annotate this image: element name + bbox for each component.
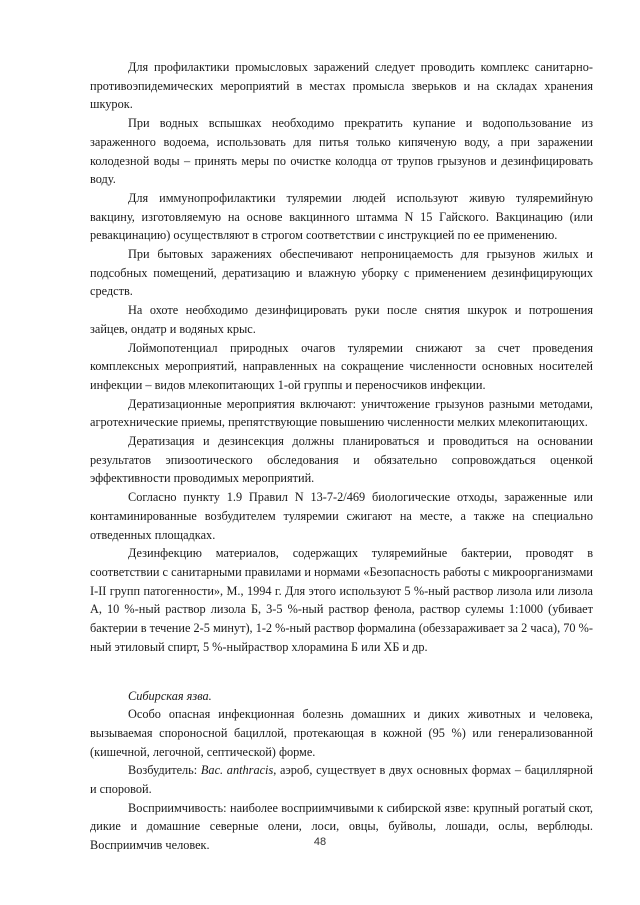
pathogen-description: , аэроб, существует в двух основных формах – бациллярной и споровой.	[90, 763, 593, 797]
pathogen-species: Bac. anthracis	[200, 763, 274, 778]
paragraph-hunting: На охоте необходимо дезинфицировать руки после снятия шкурок и потрошения зайцев, ондатр и водяных крыс.	[90, 303, 593, 336]
paragraph-biological-waste: Согласно пункту 1.9 Правил N 13-7-2/469 биологические отходы, зараженные или контаминированные возбудителем туляремии сжигают на месте, а также на специально отведенных площадках.	[90, 490, 593, 542]
section-gap	[90, 657, 593, 687]
paragraph-water-outbreaks: При водных вспышках необходимо прекратить купание и водопользование из зараженного водоема, использовать для питья только кипяченую воду, а при заражении колодезной воды – принять меры по очистке колодца от трупов грызунов и дезинфицировать воду.	[90, 116, 593, 187]
paragraph-epidemic-potential: Лоймопотенциал природных очагов туляремии снижают за счет проведения комплексных мероприятий, направленных на сокращение численности основных носителей инфекции – видов млекопитающих 1-ой группы и переносчиков инфекции.	[90, 340, 593, 392]
paragraph-immunoprophylaxis: Для иммунопрофилактики туляремии людей используют живую туляремийную вакцину, изготовляемую на основе вакцинного штамма N 15 Гайского. Вакцинацию (или ревакцинацию) осуществляют в строгом соответствии с инструкцией по ее применению.	[90, 190, 593, 243]
paragraph-anthrax-pathogen	[90, 761, 593, 798]
paragraph-anthrax-susceptibility: Восприимчивость: наиболее восприимчивыми к сибирской язве: крупный рогатый скот, дикие и домашние северные олени, лоси, овцы, буйволы, лошади, ослы, верблюды. Восприимчив человек.	[90, 800, 593, 853]
paragraph-planning: Дератизация и дезинсекция должны планироваться и проводиться на основании результатов эпизоотического обследования и обязательно сопровождаться оценкой эффективности проводимых мероприятий.	[90, 434, 593, 486]
pathogen-label: Возбудитель:	[128, 763, 201, 778]
section-heading: Сибирская язва.	[128, 688, 212, 703]
paragraph-prevention-commercial: Для профилактики промысловых заражений следует проводить комплекс санитарно-противоэпидемических мероприятий в местах промысла зверьков и на складах хранения шкурок.	[90, 60, 593, 112]
paragraph-deratization: Дератизационные мероприятия включают: уничтожение грызунов разными методами, агротехнические приемы, препятствующие повышению численности мелких млекопитающих.	[90, 396, 593, 430]
paragraph-disinfection: Дезинфекцию материалов, содержащих туляремийные бактерии, проводят в соответствии с санитарными правилами и нормами «Безопасность работы с микроорганизмами I-II групп патогенности», М., 1994 г. Для этого используют 5 %-ный раствор лизола или лизола А, 10 %-ный раствор лизола Б, 3-5 %-ный раствор фенола, раствор сулемы 1:1000 (убивает бактерии в течение 2-5 минут), 1-2 %-ный раствор формалина (обеззараживает за 2 часа), 70 %-ный этиловый спирт, 5 %-ныйраствор хлорамина Б или ХБ и др.	[90, 546, 593, 654]
paragraph-household-infections: При бытовых заражениях обеспечивают непроницаемость для грызунов жилых и подсобных помещений, дератизацию и влажную уборку с применением дезинфицирующих средств.	[90, 247, 593, 299]
paragraph-anthrax-definition: Особо опасная инфекционная болезнь домашних и диких животных и человека, вызываемая спороносной бациллой, протекающая в кожной (95 %) или генерализованной (кишечной, легочной, септической) форме.	[90, 707, 593, 759]
page-number: 48	[313, 836, 327, 848]
